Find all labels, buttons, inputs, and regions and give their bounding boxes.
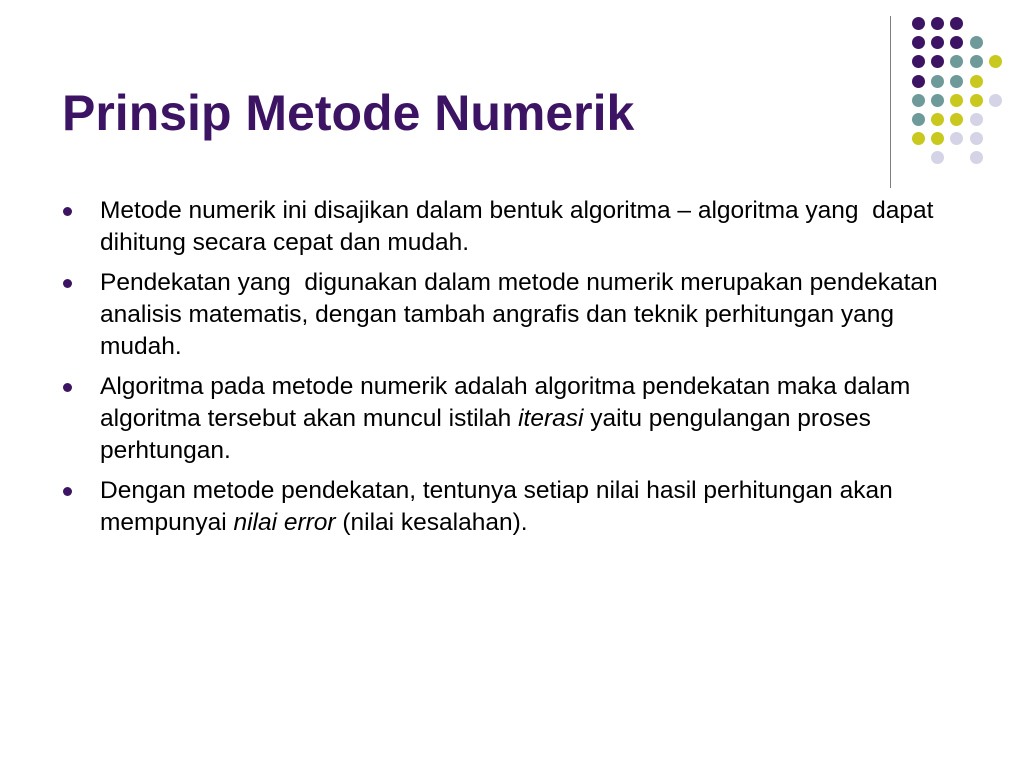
bullet-list [62, 195, 962, 547]
decorative-dot-icon [931, 75, 944, 88]
decorative-dot-icon [931, 94, 944, 107]
decorative-dot-icon [989, 55, 1002, 68]
decorative-dot-icon [931, 132, 944, 145]
decorative-dot-icon [931, 36, 944, 49]
bullet-text [100, 475, 962, 539]
bullet-item [62, 475, 962, 539]
decorative-dot-icon [931, 113, 944, 126]
bullet-dot-icon [63, 279, 72, 288]
bullet-dot-icon [63, 487, 72, 496]
decorative-dot-icon [912, 132, 925, 145]
decorative-dot-icon [931, 55, 944, 68]
bullet-text-segment: Pendekatan yang digunakan dalam metode numerik merupakan pendekatan analisis matematis, dengan tambah angrafis dan teknik perhitungan yang mudah. [100, 269, 945, 360]
title-divider-line [890, 16, 891, 188]
decorative-dot-icon [970, 94, 983, 107]
bullet-text-segment: (nilai kesalahan). [335, 509, 528, 536]
bullet-text-segment: Metode numerik ini disajikan dalam bentuk algoritma – algoritma yang dapat dihitung secara cepat dan mudah. [100, 197, 941, 256]
decorative-dot-icon [912, 17, 925, 30]
emphasized-term: iterasi [518, 405, 584, 432]
decorative-dot-icon [970, 55, 983, 68]
decorative-dot-icon [950, 36, 963, 49]
bullet-text-segment: Dengan metode pendekatan, tentunya setiap nilai hasil perhitungan akan mempunyai [100, 477, 900, 536]
bullet-text-segment: Algoritma pada metode numerik adalah algoritma pendekatan maka dalam algoritma tersebut akan muncul istilah [100, 373, 918, 432]
decorative-dot-icon [970, 132, 983, 145]
emphasized-term: nilai error [233, 509, 336, 536]
decorative-dot-icon [950, 94, 963, 107]
decorative-dot-icon [970, 36, 983, 49]
bullet-item [62, 267, 962, 363]
bullet-text [100, 195, 962, 259]
decorative-dot-icon [950, 55, 963, 68]
decorative-dot-icon [970, 151, 983, 164]
decorative-dot-icon [912, 55, 925, 68]
decorative-dot-icon [950, 75, 963, 88]
decorative-dot-icon [931, 151, 944, 164]
decorative-dot-icon [950, 17, 963, 30]
decorative-dot-icon [912, 113, 925, 126]
bullet-text [100, 371, 962, 467]
bullet-text [100, 267, 962, 363]
bullet-dot-icon [63, 383, 72, 392]
decorative-dot-icon [912, 75, 925, 88]
bullet-item [62, 195, 962, 259]
bullet-text-segment: yaitu pengulangan proses perhtungan. [100, 405, 878, 464]
bullet-dot-icon [63, 207, 72, 216]
decorative-dot-icon [912, 94, 925, 107]
slide-title: Prinsip Metode Numerik [62, 85, 635, 141]
decorative-dot-icon [912, 36, 925, 49]
decorative-dot-icon [931, 17, 944, 30]
decorative-dot-icon [950, 113, 963, 126]
decorative-dot-icon [970, 75, 983, 88]
bullet-item [62, 371, 962, 467]
decorative-dot-icon [989, 94, 1002, 107]
decorative-dot-icon [970, 113, 983, 126]
decorative-dot-icon [950, 132, 963, 145]
